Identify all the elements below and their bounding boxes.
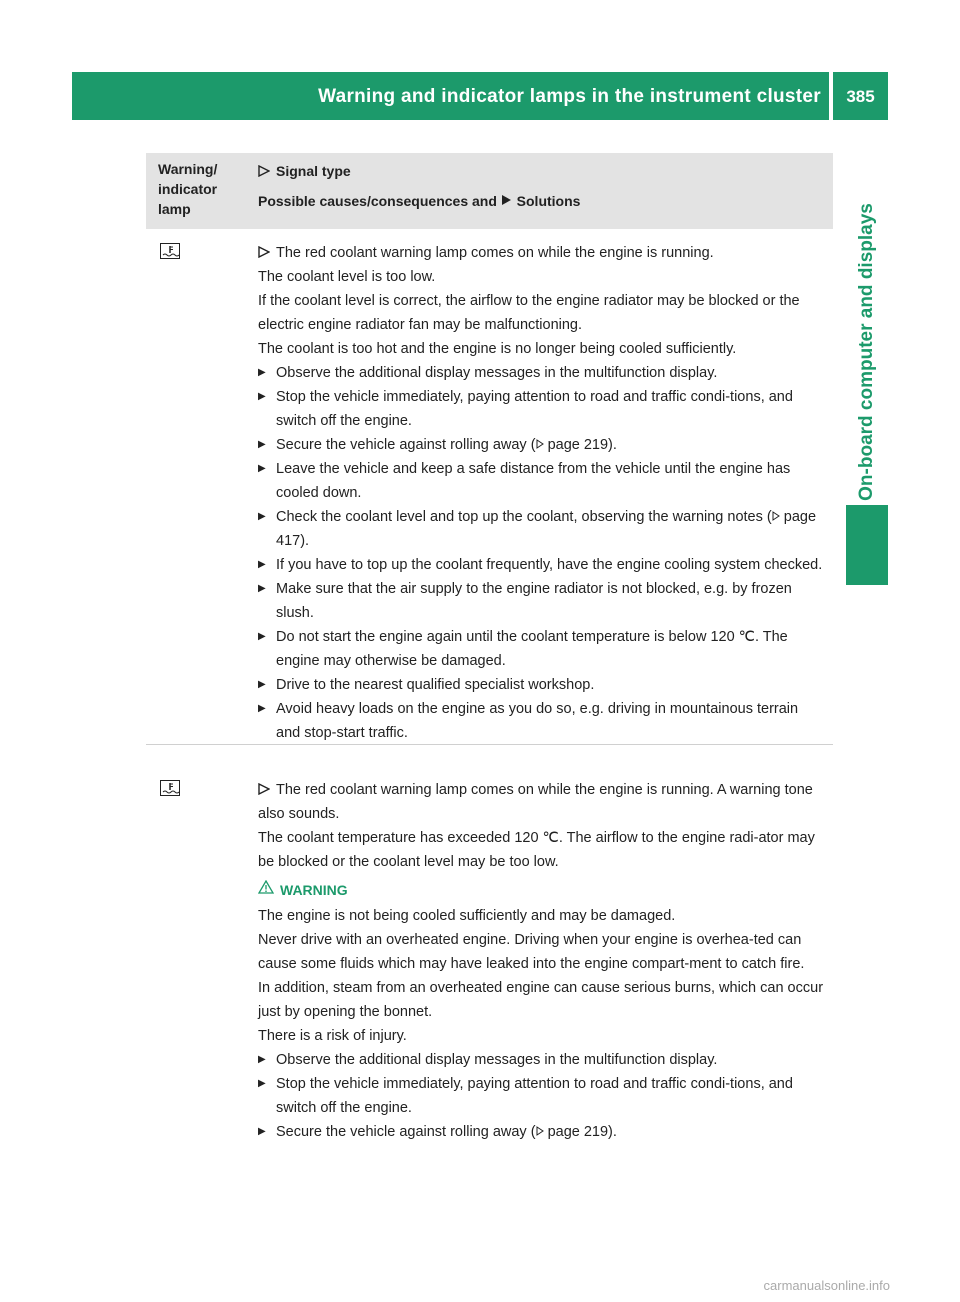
- list-item: ▶ Secure the vehicle against rolling away ( page 219).: [258, 433, 826, 457]
- warning-triangle-icon: [258, 880, 274, 894]
- list-item: ▶ Drive to the nearest qualified specialist workshop.: [258, 673, 826, 697]
- list-item: ▶ Check the coolant level and top up the coolant, observing the warning notes ( page 417).: [258, 505, 826, 553]
- signal-type-icon: [258, 246, 270, 258]
- list-item: ▶ Observe the additional display messages in the multifunction display.: [258, 1048, 826, 1072]
- list-item: ▶ If you have to top up the coolant frequently, have the engine cooling system checked.: [258, 553, 826, 577]
- list-item: ▶ Stop the vehicle immediately, paying attention to road and traffic condi-tions, and switch off the engine.: [258, 385, 826, 433]
- page-title: Warning and indicator lamps in the instrument cluster: [318, 86, 821, 107]
- signal-type-icon: [258, 165, 270, 177]
- page-reference-link[interactable]: page 219).: [547, 437, 617, 453]
- warning-heading: WARNING: [258, 878, 826, 902]
- watermark: carmanualsonline.info: [763, 1278, 890, 1293]
- side-tab-marker: [846, 505, 888, 585]
- list-item: ▶ Leave the vehicle and keep a safe distance from the vehicle until the engine has cooled down.: [258, 457, 826, 505]
- list-item: ▶ Stop the vehicle immediately, paying attention to road and traffic condi-tions, and switch off the engine.: [258, 1072, 826, 1120]
- page-reference-link[interactable]: page 417).: [276, 509, 817, 549]
- table-header: [146, 153, 833, 229]
- column-header-lamp: Warning/ indicator lamp: [158, 161, 218, 217]
- list-item: ▶ Secure the vehicle against rolling away ( page 219).: [258, 1120, 826, 1144]
- signal-type-icon: [258, 783, 270, 795]
- list-item: ▶ Avoid heavy loads on the engine as you do so, e.g. driving in mountainous terrain and stop-start traffic.: [258, 697, 826, 745]
- page-number: 385: [833, 72, 888, 120]
- page-ref-icon: [772, 505, 780, 529]
- coolant-temperature-icon: [160, 243, 180, 259]
- row-content: The red coolant warning lamp comes on while the engine is running. A warning tone also sounds. The coolant temperature has exceeded 120 ℃. The airflow to the engine radi-ator may be blocked or the coolant level may be too low. WARNING The engine is not being cooled sufficiently and may be damaged. Never drive with an overheated engine. Driving when your engine is overhea-ted can cause some fluids which may have leaked into the engine compart-ment to catch fire. In addition, steam from an overheated engine can cause serious burns, which can occur just by opening the bonnet. There is a risk of injury. ▶ Observe the additional display messages in the multifunction display. ▶ Stop the vehicle immediately, paying attention to road and traffic condi-tions, and switch off the engine. ▶ Secure the vehicle against rolling away ( page 219).: [258, 778, 826, 1144]
- solution-arrow-icon: [501, 191, 513, 211]
- column-header-signal: Signal type Possible causes/consequences and Solutions: [258, 163, 581, 209]
- page-ref-icon: [536, 1120, 544, 1144]
- list-item: ▶ Observe the additional display messages in the multifunction display.: [258, 361, 826, 385]
- page-ref-icon: [536, 433, 544, 457]
- row-content: The red coolant warning lamp comes on while the engine is running. The coolant level is too low. If the coolant level is correct, the airflow to the engine radiator may be blocked or the electric engine radiator fan may be malfunctioning. The coolant is too hot and the engine is no longer being cooled sufficiently. ▶ Observe the additional display messages in the multifunction display. ▶ Stop the vehicle immediately, paying attention to road and traffic condi-tions, and switch off the engine. ▶ Secure the vehicle against rolling away ( page 219). ▶ Leave the vehicle and keep a safe distance from the vehicle until the engine has cooled down. ▶ Check the coolant level and top up the coolant, observing the warning notes ( page 417). ▶ If you have to top up the coolant frequently, have the engine cooling system checked. ▶ Make sure that the air supply to the engine radiator is not blocked, e.g. by frozen slush. ▶ Do not start the engine again until the coolant temperature is below 120 ℃. The engine may otherwise be damaged. ▶ Drive to the nearest qualified specialist workshop. ▶ Avoid heavy loads on the engine as you do so, e.g. driving in mountainous terrain and stop-start traffic.: [258, 241, 826, 745]
- list-item: ▶ Do not start the engine again until the coolant temperature is below 120 ℃. The engine may otherwise be damaged.: [258, 625, 826, 673]
- list-item: ▶ Make sure that the air supply to the engine radiator is not blocked, e.g. by frozen slush.: [258, 577, 826, 625]
- coolant-temperature-icon: [160, 780, 180, 796]
- row-divider: [146, 744, 833, 745]
- section-side-tab: On-board computer and displays: [856, 203, 877, 501]
- page-reference-link[interactable]: page 219).: [547, 1124, 617, 1140]
